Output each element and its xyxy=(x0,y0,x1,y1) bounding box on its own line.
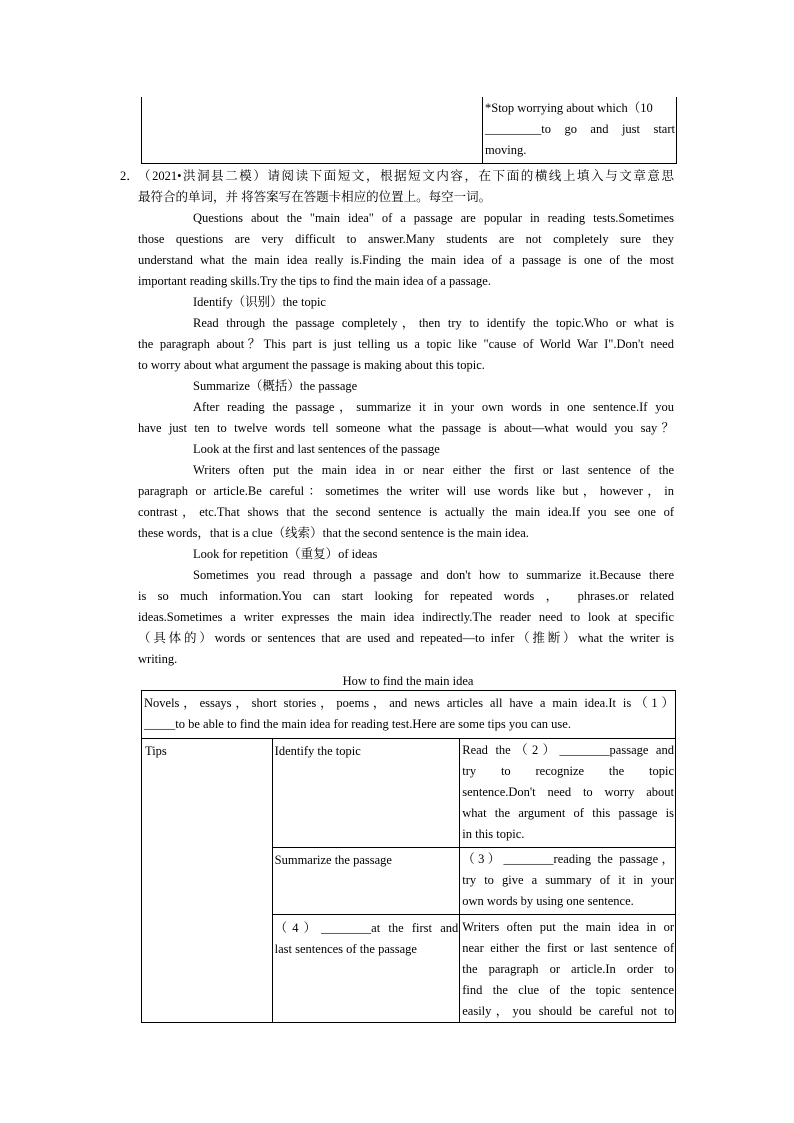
passage-line: Summarize（概括）the passage xyxy=(193,379,358,393)
detail-line: sentence.Don't need to worry about xyxy=(462,785,674,799)
intro-line: _____to be able to find the main idea for reading test.Here are some tips you can use. xyxy=(144,717,571,731)
passage-line: important reading skills.Try the tips to find the main idea of a passage. xyxy=(138,274,491,288)
passage-line: （具体的）words or sentences that are used and repeated—to infer（推断）what the writer is xyxy=(138,631,674,645)
top-table-right-cell xyxy=(485,98,675,161)
detail-line: Writers often put the main idea in or xyxy=(462,920,674,934)
tip-cell xyxy=(272,915,460,1023)
detail-cell xyxy=(460,848,676,915)
passage-line: contrast，etc.That shows that the second sentence is actually the main idea.If you see one of xyxy=(138,505,674,519)
passage-line: Look at the first and last sentences of the passage xyxy=(193,442,440,456)
passage-line: Identify（识别）the topic xyxy=(193,295,326,309)
intro-line: Novels，essays，short stories，poems，and news articles all have a main idea.It is（1） xyxy=(144,696,674,710)
passage-line: these words，that is a clue（线索）that the second sentence is the main idea. xyxy=(138,526,529,540)
passage-line: ideas.Sometimes a writer expresses the main idea indirectly.The reader need to look at specific xyxy=(138,610,674,624)
passage-line: writing. xyxy=(138,652,178,666)
tip-label: （4）________at the first and xyxy=(274,921,459,935)
question-number: 2． xyxy=(120,169,139,183)
tip-label: Identify the topic xyxy=(274,744,361,758)
passage-line: those questions are very difficult to answer.Many students are not completely sure they xyxy=(138,232,674,246)
tip-label: Summarize the passage xyxy=(274,853,392,867)
summary-table xyxy=(141,690,676,1023)
passage-line: Sometimes you read through a passage and don't how to summarize it.Because there xyxy=(193,568,674,582)
detail-line: in this topic. xyxy=(462,827,525,841)
tips-label: Tips xyxy=(145,744,167,758)
tip-cell xyxy=(272,739,460,848)
passage-line: paragraph or article.Be careful：sometimes the writer will use words like but，however，in xyxy=(138,484,674,498)
intro-cell xyxy=(142,691,676,739)
passage-line: Read through the passage completely，then try to identify the topic.Who or what is xyxy=(193,316,674,330)
passage-line: Look for repetition（重复）of ideas xyxy=(193,547,378,561)
detail-line: the paragraph or article.In order to xyxy=(462,962,674,976)
passage-line: understand what the main idea really is.Finding the main idea of a passage is one of the most xyxy=(138,253,674,267)
passage-line: Writers often put the main idea in or near either the first or last sentence of the xyxy=(193,463,674,477)
passage-line: have just ten to twelve words tell someone what the passage is about—what would you say？ xyxy=(138,421,674,435)
top-cell-line: *Stop worrying about which（10 xyxy=(485,101,653,115)
passage-line: is so much information.You can start looking for repeated words ， phrases.or related xyxy=(138,589,674,603)
detail-line: near either the first or last sentence of xyxy=(462,941,674,955)
passage-line: After reading the passage，summarize it in your own words in one sentence.If you xyxy=(193,400,674,414)
tip-cell xyxy=(272,848,460,915)
passage-line: to worry about what argument the passage is making about this topic. xyxy=(138,358,485,372)
tip-label: last sentences of the passage xyxy=(274,942,417,956)
passage-line: Questions about the "main idea" of a passage are popular in reading tests.Sometimes xyxy=(193,211,674,225)
detail-line: try to give a summary of it in your xyxy=(462,873,674,887)
top-table-divider xyxy=(482,97,483,163)
top-cell-line: _________to go and just start xyxy=(485,122,675,136)
detail-line: own words by using one sentence. xyxy=(462,894,634,908)
question-instruction: 最符合的单词，并 将答案写在答题卡相应的位置上。每空一词。 xyxy=(138,190,492,204)
top-cell-line: moving. xyxy=(485,143,527,157)
detail-line: what the argument of this passage is xyxy=(462,806,674,820)
question-instruction: （2021•洪洞县二模）请阅读下面短文，根据短文内容，在下面的横线上填入与文章意思 xyxy=(138,169,674,183)
tips-label-cell xyxy=(142,739,273,1023)
detail-line: Read the（2）________passage and xyxy=(462,743,674,757)
top-table-fragment xyxy=(141,97,677,164)
passage-line: the paragraph about？This part is just telling us a topic like "cause of World War I".Don't need xyxy=(138,337,674,351)
detail-line: easily，you should be careful not to xyxy=(462,1004,674,1018)
detail-line: try to recognize the topic xyxy=(462,764,674,778)
detail-line: find the clue of the topic sentence xyxy=(462,983,674,997)
table-title: How to find the main idea xyxy=(342,674,474,688)
detail-cell xyxy=(460,915,676,1023)
detail-line: （3）________reading the passage， xyxy=(462,852,674,866)
detail-cell xyxy=(460,739,676,848)
